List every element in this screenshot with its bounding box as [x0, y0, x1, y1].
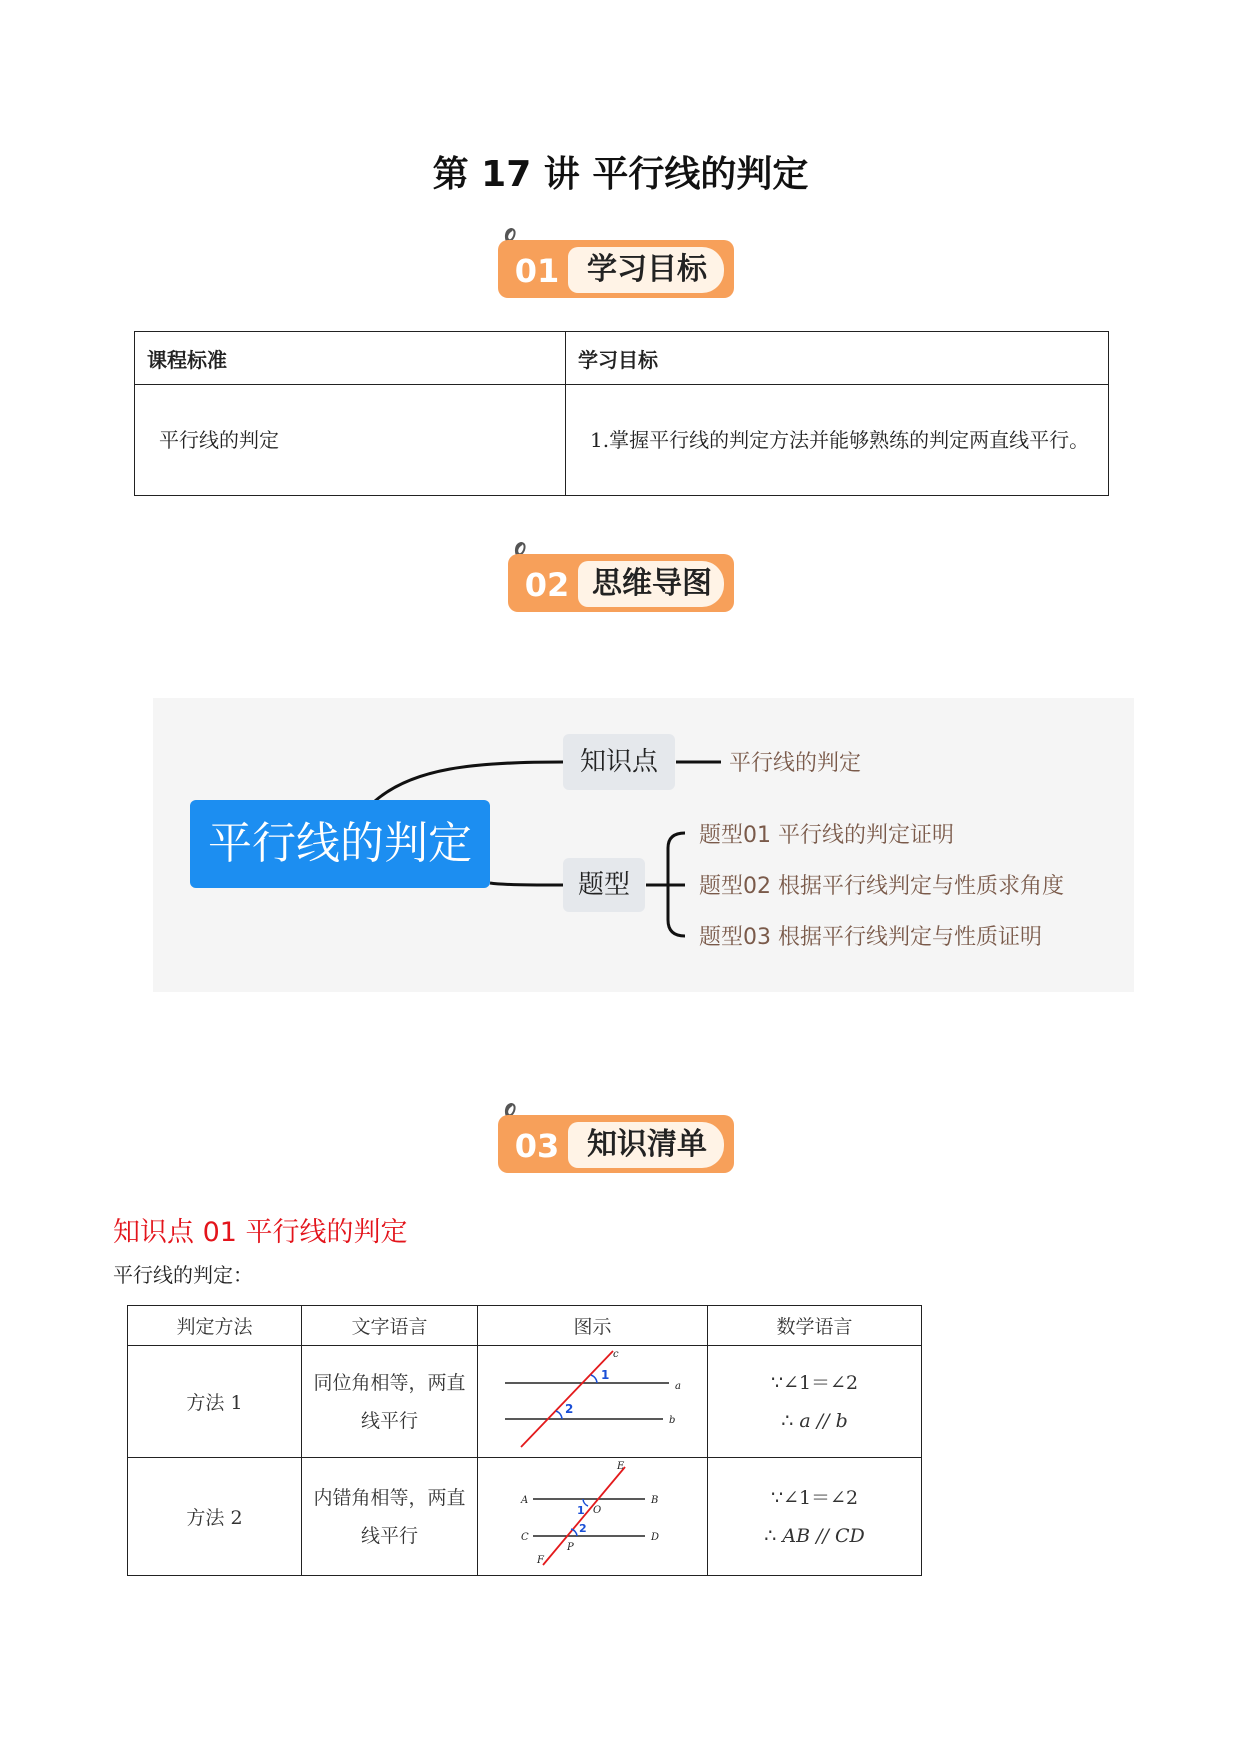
mind-map-leaf: 题型03 根据平行线判定与性质证明 [699, 925, 1042, 950]
angle-2-label: 2 [579, 1522, 587, 1535]
mind-map-node-knowledge: 知识点 [563, 734, 675, 790]
page-title: 第 17 讲 平行线的判定 [432, 154, 809, 195]
alternate-angles-figure [479, 1459, 706, 1569]
point-A-label: A [521, 1495, 529, 1506]
section-label: 知识清单 [587, 1127, 707, 1162]
table-row [128, 1346, 922, 1458]
text-cell [302, 1458, 478, 1576]
method-cell: 方法 1 [128, 1346, 302, 1458]
col-header-figure: 图示 [478, 1306, 708, 1346]
parallel-criteria-table [127, 1305, 922, 1576]
text-line: 线平行 [360, 1524, 418, 1547]
angle-2-label: 2 [565, 1402, 574, 1416]
point-C-label: C [521, 1532, 529, 1543]
section-badge-mindmap [508, 536, 748, 616]
point-B-label: B [651, 1495, 659, 1506]
section-label: 思维导图 [592, 566, 712, 601]
section-number: 01 [514, 252, 560, 290]
method-cell: 方法 2 [128, 1458, 302, 1576]
line-a-label: a [675, 1381, 681, 1392]
point-O-label: O [593, 1505, 602, 1516]
figure-cell [478, 1346, 708, 1458]
math-cell [708, 1346, 922, 1458]
figure-cell [478, 1458, 708, 1576]
point-D-label: D [651, 1532, 660, 1543]
text-cell [302, 1346, 478, 1458]
point-F-label: F [537, 1555, 544, 1566]
section-badge-objectives [498, 222, 738, 302]
col-header-method: 判定方法 [128, 1306, 302, 1346]
angle-1-label: 1 [601, 1368, 610, 1382]
point-P-label: P [567, 1542, 574, 1553]
section-number: 03 [514, 1127, 560, 1165]
text-line: 同位角相等，两直 [313, 1371, 466, 1394]
math-cell [708, 1458, 922, 1576]
knowledge-intro: 平行线的判定： [113, 1263, 253, 1287]
point-E-label: E [617, 1461, 625, 1472]
math-line: ∵∠1＝∠2 [770, 1486, 859, 1509]
line-c-label: c [613, 1349, 619, 1360]
mind-map-leaf: 题型01 平行线的判定证明 [699, 823, 954, 848]
text-line: 内错角相等，两直 [313, 1486, 466, 1509]
section-badge-knowledge [498, 1097, 738, 1177]
section-number: 02 [524, 566, 570, 604]
angle-1-label: 1 [577, 1504, 585, 1517]
col-header-math: 数学语言 [708, 1306, 922, 1346]
math-line: ∵∠1＝∠2 [770, 1371, 859, 1394]
knowledge-point-title: 知识点 01 平行线的判定 [113, 1217, 408, 1248]
mind-map [153, 698, 1134, 992]
col-header-text: 文字语言 [302, 1306, 478, 1346]
math-line: ∴ a // b [781, 1409, 848, 1432]
section-label: 学习目标 [587, 252, 707, 287]
objectives-table [134, 331, 1109, 496]
mind-map-node-types: 题型 [563, 858, 645, 912]
col-header-goal: 学习目标 [566, 332, 1109, 385]
goal-cell: 1.掌握平行线的判定方法并能够熟练的判定两直线平行。 [566, 385, 1109, 496]
col-header-standard: 课程标准 [135, 332, 566, 385]
mind-map-leaf: 题型02 根据平行线判定与性质求角度 [699, 874, 1064, 899]
mind-map-root: 平行线的判定 [190, 800, 490, 888]
text-line: 线平行 [360, 1409, 418, 1432]
table-row [128, 1458, 922, 1576]
standard-cell: 平行线的判定 [135, 385, 566, 496]
math-line: ∴ AB // CD [764, 1524, 865, 1547]
corresponding-angles-figure [479, 1347, 706, 1451]
mind-map-leaf: 平行线的判定 [729, 751, 862, 776]
line-b-label: b [669, 1415, 676, 1426]
